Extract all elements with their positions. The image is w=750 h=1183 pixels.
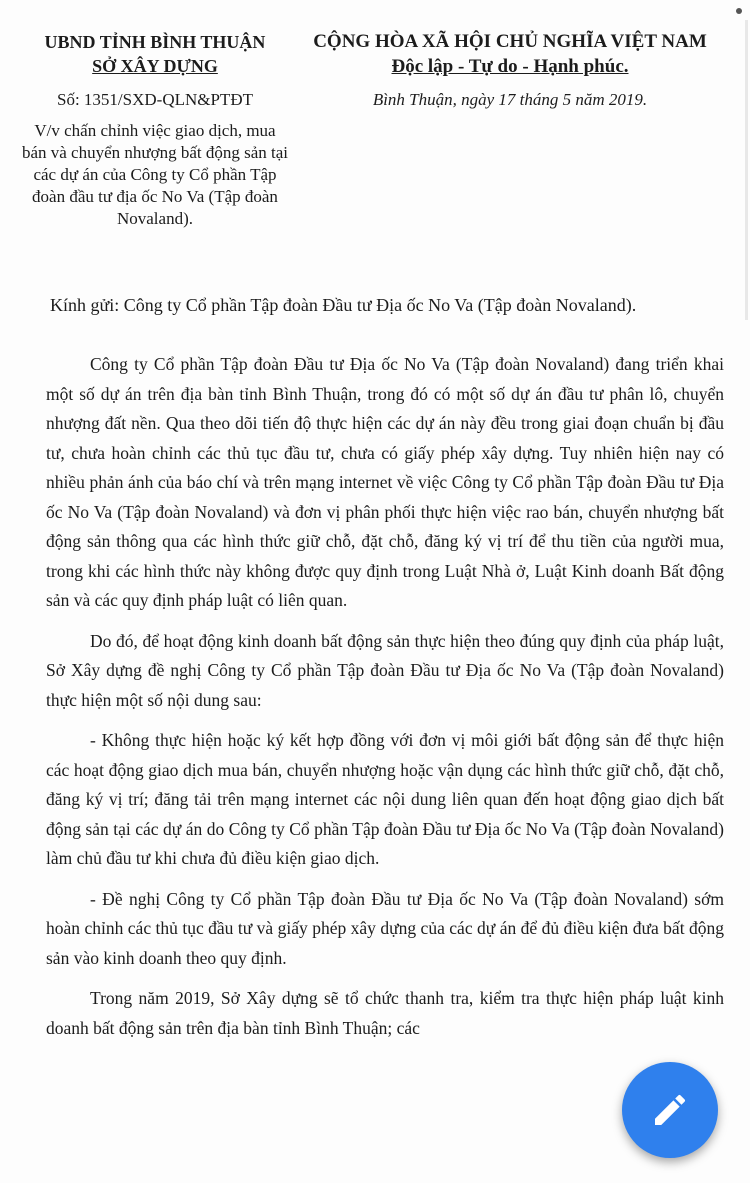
paragraph: - Không thực hiện hoặc ký kết hợp đồng với đơn vị môi giới bất động sản để thực hiện các hoạt động giao dịch mua bán, chuyển nhượng hoặc vận dụng các hình thức giữ chỗ, đặt chỗ, đăng ký vị trí; đăng tải trên mạng internet các nội dung liên quan đến hoạt động giao dịch bất động sản tại các dự án do Công ty Cổ phần Tập đoàn Đầu tư Địa ốc No Va (Tập đoàn Novaland) làm chủ đầu tư khi chưa đủ điều kiện giao dịch.	[46, 730, 724, 868]
agency-name: UBND TỈNH BÌNH THUẬN	[44, 32, 266, 52]
paragraph: Trong năm 2019, Sở Xây dựng sẽ tổ chức thanh tra, kiểm tra thực hiện pháp luật kinh doanh bất động sản trên địa bàn tỉnh Bình Thuận; các	[46, 988, 724, 1038]
scroll-indicator	[736, 8, 742, 14]
country-name: CỘNG HÒA XÃ HỘI CHỦ NGHĨA VIỆT NAM	[313, 31, 707, 52]
document-number: Số: 1351/SXD-QLN&PTĐT	[57, 90, 253, 109]
national-motto: Độc lập - Tự do - Hạnh phúc.	[391, 56, 629, 77]
header-left	[20, 30, 290, 230]
pencil-icon	[650, 1090, 690, 1130]
department-name: SỞ XÂY DỰNG	[92, 56, 218, 76]
paragraph: Do đó, để hoạt động kinh doanh bất động sản thực hiện theo đúng quy định của pháp luật, Sở Xây dựng đề nghị Công ty Cổ phần Tập đoàn Đầu tư Địa ốc No Va (Tập đoàn Novaland) thực hiện một số nội dung sau:	[46, 630, 724, 710]
header-right	[290, 30, 730, 112]
document-subject: V/v chấn chỉnh việc giao dịch, mua bán và chuyển nhượng bất động sản tại các dự án của Công ty Cổ phần Tập đoàn đầu tư địa ốc No Va (Tập đoàn Novaland).	[21, 121, 289, 228]
paragraph: - Đề nghị Công ty Cổ phần Tập đoàn Đầu tư Địa ốc No Va (Tập đoàn Novaland) sớm hoàn chỉnh các thủ tục đầu tư và giấy phép xây dựng của các dự án để đủ điều kiện đưa bất động sản vào kinh doanh theo quy định.	[46, 888, 724, 968]
paragraph: Công ty Cổ phần Tập đoàn Đầu tư Địa ốc No Va (Tập đoàn Novaland) đang triển khai một số dự án trên địa bàn tỉnh Bình Thuận, trong đó có một số dự án đầu tư phân lô, chuyển nhượng đất nền. Qua theo dõi tiến độ thực hiện các dự án này đều trong giai đoạn chuẩn bị đầu tư, chưa hoàn chỉnh các thủ tục đầu tư, chưa có giấy phép xây dựng. Tuy nhiên hiện nay có nhiều phản ánh của báo chí và trên mạng internet về việc Công ty Cổ phần Tập đoàn Đầu tư Địa ốc No Va (Tập đoàn Novaland) và đơn vị phân phối thực hiện việc rao bán, chuyển nhượng bất động sản thông qua các hình thức giữ chỗ, đặt chỗ, đăng ký vị trí để thu tiền của người mua, trong khi các hình thức này không được quy định trong Luật Nhà ở, Luật Kinh doanh Bất động sản và các quy định pháp luật có liên quan.	[46, 354, 724, 610]
scrollbar[interactable]	[745, 20, 748, 320]
recipient-line: Kính gửi: Công ty Cổ phần Tập đoàn Đầu tư Địa ốc No Va (Tập đoàn Novaland).	[50, 295, 637, 315]
document-body	[46, 350, 724, 1054]
edit-button[interactable]	[622, 1062, 718, 1158]
document-date: Bình Thuận, ngày 17 tháng 5 năm 2019.	[372, 90, 648, 109]
